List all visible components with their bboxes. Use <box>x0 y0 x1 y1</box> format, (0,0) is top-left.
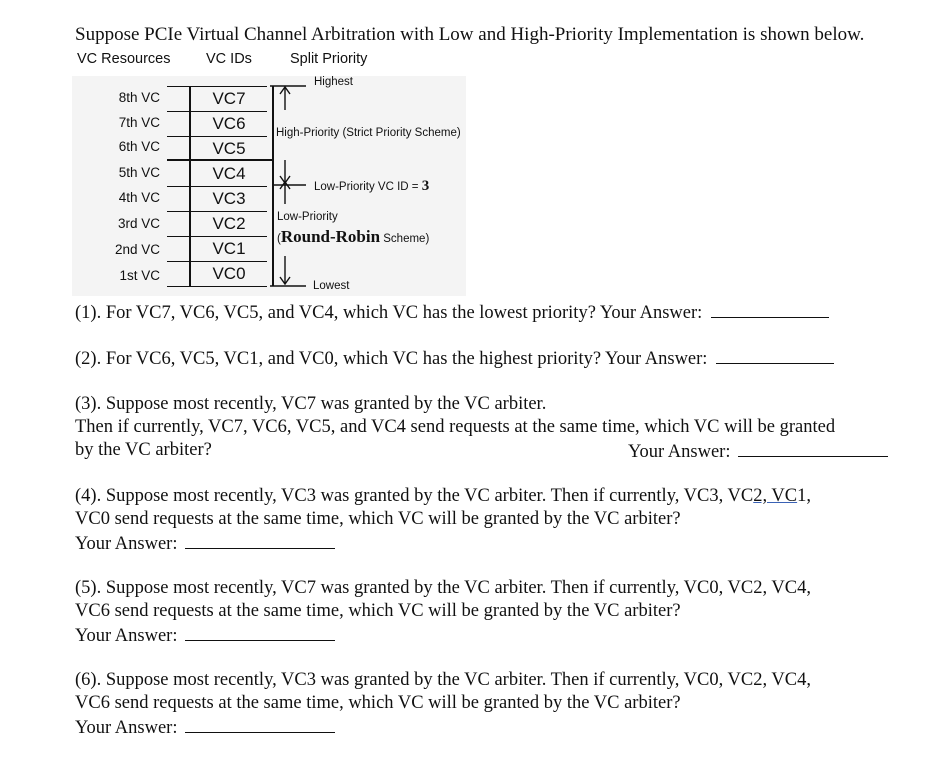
row-divider <box>167 286 267 287</box>
vc-resource-label: 6th VC <box>118 139 160 154</box>
question-4-text-b: 2, VC <box>753 486 798 506</box>
answer-blank-6[interactable] <box>185 715 335 733</box>
question-5-line-2: VC6 send requests at the same time, which VC will be granted by the VC arbiter? <box>75 601 681 621</box>
rr-bold: Round-Robin <box>280 227 381 246</box>
vc-resource-label: 4th VC <box>118 190 160 205</box>
vc-resource-label: 1st VC <box>119 268 160 283</box>
question-4-answer <box>75 531 335 556</box>
high-priority-label: High-Priority (Strict Priority Scheme) <box>276 127 461 139</box>
answer-blank-4[interactable] <box>185 531 335 549</box>
question-3-line-3: by the VC arbiter? <box>75 440 212 460</box>
question-4-text-c: 1, <box>797 486 811 506</box>
lowest-label: Lowest <box>313 280 350 292</box>
question-6-answer-label: Your Answer: <box>75 718 178 738</box>
question-2-text: (2). For VC6, VC5, VC1, and VC0, which VC has the highest priority? Your Answer: <box>75 349 708 369</box>
row-divider <box>167 136 267 137</box>
answer-blank-2[interactable] <box>716 346 834 364</box>
low-priority-vc-id-label: Low-Priority VC ID = <box>314 181 422 193</box>
vc-id-cell: VC4 <box>212 164 246 183</box>
row-divider <box>167 261 267 262</box>
vc-resource-label: 2nd VC <box>114 242 160 257</box>
vc-resource-label: 5th VC <box>118 165 160 180</box>
round-robin-label <box>277 227 429 247</box>
question-3-line-2: Then if currently, VC7, VC6, VC5, and VC4 send requests at the same time, which VC will be granted <box>75 417 836 437</box>
col-vc-ids: VC IDs <box>206 51 252 67</box>
row-divider <box>167 186 267 187</box>
question-6-answer <box>75 715 335 740</box>
question-4-line-1 <box>75 485 811 508</box>
question-6-line-1: (6). Suppose most recently, VC3 was granted by the VC arbiter. Then if currently, VC0, VC2, VC4, <box>75 670 811 690</box>
question-1-text: (1). For VC7, VC6, VC5, and VC4, which VC has the lowest priority? Your Answer: <box>75 303 703 323</box>
low-priority-vc-id-value: 3 <box>421 178 430 194</box>
highest-label: Highest <box>314 76 353 88</box>
vc-id-cell: VC2 <box>212 214 246 233</box>
page-heading: Suppose PCIe Virtual Channel Arbitration with Low and High-Priority Implementation is shown below. <box>75 24 865 45</box>
vc-resource-label: 3rd VC <box>117 216 160 231</box>
question-2 <box>75 346 834 371</box>
vc-resource-label: 8th VC <box>118 90 160 105</box>
question-4-line-2: VC0 send requests at the same time, which VC will be granted by the VC arbiter? <box>75 509 681 529</box>
answer-blank-1[interactable] <box>711 300 829 318</box>
question-6-line-2: VC6 send requests at the same time, which VC will be granted by the VC arbiter? <box>75 693 681 713</box>
rr-open: ( <box>277 233 281 245</box>
priority-split-divider <box>167 159 272 161</box>
vc-id-cell: VC1 <box>212 239 246 258</box>
question-5-answer <box>75 623 335 648</box>
vc-id-cell: VC6 <box>212 114 246 133</box>
vc-id-cell: VC7 <box>212 89 246 108</box>
row-divider <box>167 111 267 112</box>
vc-id-cell: VC5 <box>212 139 246 158</box>
low-priority-vc-id <box>314 177 429 195</box>
row-divider <box>167 86 267 87</box>
vc-id-cell: VC3 <box>212 189 246 208</box>
question-5-line-1: (5). Suppose most recently, VC7 was granted by the VC arbiter. Then if currently, VC0, VC2, VC4, <box>75 578 811 598</box>
question-4-answer-label: Your Answer: <box>75 534 178 554</box>
question-5-answer-label: Your Answer: <box>75 626 178 646</box>
col-split-priority: Split Priority <box>290 51 368 67</box>
vc-id-cell: VC0 <box>212 264 246 283</box>
row-divider <box>167 236 267 237</box>
answer-blank-3[interactable] <box>738 439 888 457</box>
question-1 <box>75 300 829 325</box>
question-3-answer <box>628 439 888 464</box>
question-4-text-a: (4). Suppose most recently, VC3 was granted by the VC arbiter. Then if currently, VC3, VC <box>75 486 754 506</box>
answer-blank-5[interactable] <box>185 623 335 641</box>
question-3-answer-label: Your Answer: <box>628 442 731 462</box>
low-priority-label: Low-Priority <box>277 211 338 223</box>
col-vc-resources: VC Resources <box>77 51 171 67</box>
vc-resource-label: 7th VC <box>118 115 160 130</box>
row-divider <box>167 211 267 212</box>
question-3-line-1: (3). Suppose most recently, VC7 was granted by the VC arbiter. <box>75 394 547 414</box>
rr-scheme: Scheme) <box>380 233 430 245</box>
